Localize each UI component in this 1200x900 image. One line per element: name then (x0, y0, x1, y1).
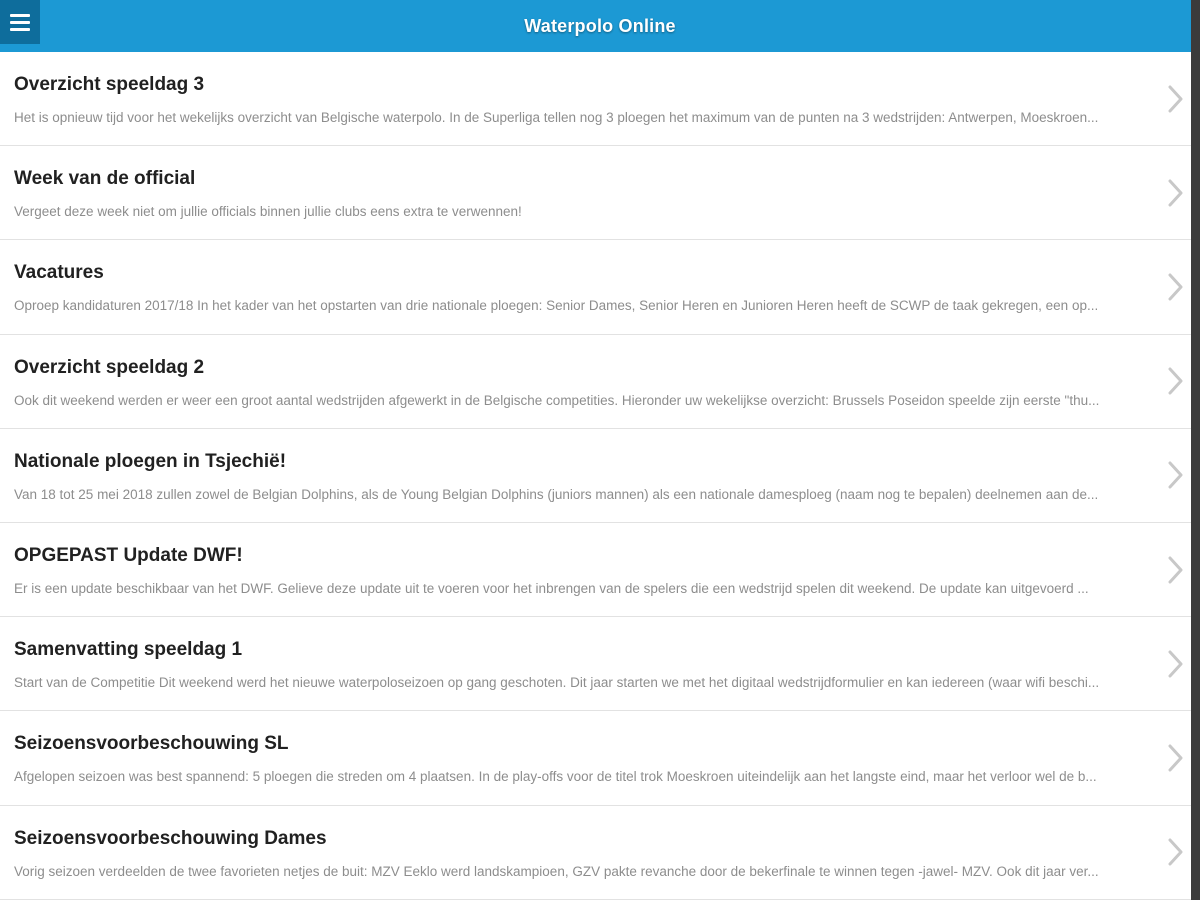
news-item-snippet: Oproep kandidaturen 2017/18 In het kader van het opstarten van drie nationale ploegen: Senior Dames, Senior Heren en Junioren Heren heeft de SCWP de taak gekregen, een op... (14, 298, 1099, 314)
news-item-title: Week van de official (14, 168, 196, 190)
chevron-right-icon (1168, 84, 1184, 114)
hamburger-icon (10, 14, 30, 31)
chevron-right-icon (1168, 272, 1184, 302)
news-item-title: Seizoensvoorbeschouwing Dames (14, 827, 327, 849)
list-item-seizoensvoorbeschouwing-sl[interactable] (0, 711, 1200, 805)
news-item-title: Vacatures (14, 262, 104, 284)
chevron-right-icon (1168, 366, 1184, 396)
news-item-title: Seizoensvoorbeschouwing SL (14, 733, 289, 755)
scrollbar[interactable] (1191, 0, 1200, 900)
list-item-nationale-ploegen[interactable] (0, 429, 1200, 523)
news-item-title: OPGEPAST Update DWF! (14, 544, 243, 566)
news-item-title: Samenvatting speeldag 1 (14, 639, 243, 661)
news-list (0, 52, 1200, 900)
list-item-seizoensvoorbeschouwing-dames[interactable] (0, 806, 1200, 900)
news-item-snippet: Start van de Competitie Dit weekend werd het nieuwe waterpoloseizoen op gang geschoten. Dit jaar starten we met het digitaal wedstrijdformulier en kan iedereen (waar wifi beschi... (14, 675, 1100, 691)
list-item-samenvatting-speeldag-1[interactable] (0, 617, 1200, 711)
page-title: Waterpolo Online (524, 15, 676, 36)
chevron-right-icon (1168, 649, 1184, 679)
news-item-snippet: Ook dit weekend werden er weer een groot aantal wedstrijden afgewerkt in de Belgische competities. Hieronder uw wekelijkse overzicht: Brussels Poseidon speelde zijn eerste "thu... (14, 392, 1100, 408)
chevron-right-icon (1168, 460, 1184, 490)
chevron-right-icon (1168, 178, 1184, 208)
news-item-title: Overzicht speeldag 3 (14, 74, 205, 95)
list-item-overzicht-speeldag-3[interactable] (0, 52, 1200, 146)
news-item-title: Overzicht speeldag 2 (14, 356, 205, 378)
list-item-overzicht-speeldag-2[interactable] (0, 335, 1200, 429)
app-header (0, 0, 1200, 52)
news-item-snippet: Er is een update beschikbaar van het DWF. Gelieve deze update uit te voeren voor het inbrengen van de spelers die een wedstrijd spelen dit weekend. De update kan uitgevoerd ... (14, 580, 1089, 596)
chevron-right-icon (1168, 555, 1184, 585)
list-item-vacatures[interactable] (0, 240, 1200, 334)
news-item-snippet: Van 18 tot 25 mei 2018 zullen zowel de Belgian Dolphins, als de Young Belgian Dolphins (juniors mannen) als een nationale damesploeg (naam nog te bepalen) deelnemen aan de... (14, 486, 1099, 502)
list-item-opgepast-update-dwf[interactable] (0, 523, 1200, 617)
news-item-snippet: Afgelopen seizoen was best spannend: 5 ploegen die streden om 4 plaatsen. In de play-offs voor de titel trok Moeskroen uiteindelijk aan het langste eind, maar het verloor wel de b... (14, 769, 1097, 785)
menu-button[interactable] (0, 0, 40, 44)
chevron-right-icon (1168, 837, 1184, 867)
news-item-snippet: Het is opnieuw tijd voor het wekelijks overzicht van Belgische waterpolo. In de Superliga tellen nog 3 ploegen het maximum van de punten na 3 wedstrijden: Antwerpen, Moeskroen... (14, 110, 1099, 125)
chevron-right-icon (1168, 743, 1184, 773)
news-item-snippet: Vorig seizoen verdeelden de twee favorieten netjes de buit: MZV Eeklo werd landskampioen, GZV pakte revanche door de bekerfinale te winnen tegen -jawel- MZV. Ook dit jaar ver... (14, 863, 1099, 879)
news-item-snippet: Vergeet deze week niet om jullie officials binnen jullie clubs eens extra te verwennen! (14, 204, 522, 220)
list-item-week-van-de-official[interactable] (0, 146, 1200, 240)
news-item-title: Nationale ploegen in Tsjechië! (14, 450, 287, 472)
